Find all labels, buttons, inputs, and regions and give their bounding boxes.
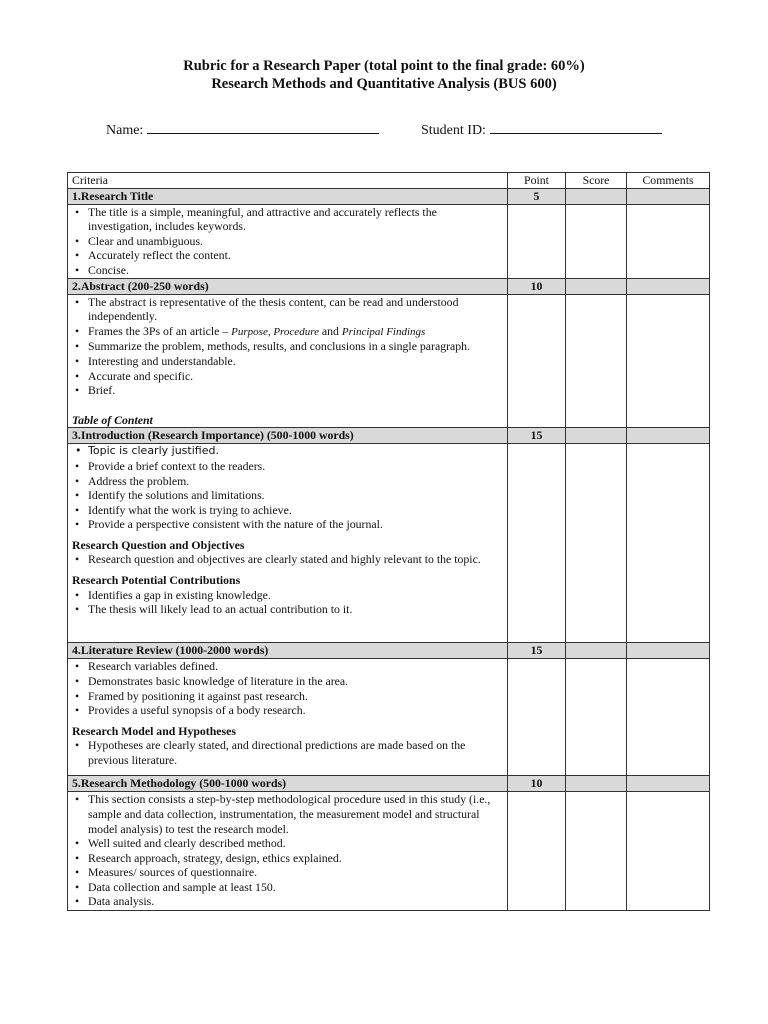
section-body-abstract [68,294,710,428]
comments-cell[interactable] [627,204,710,278]
section-row-research-methodology [68,776,710,792]
list-item: • The thesis will likely lead to an actual contribution to it. [72,602,503,617]
table-of-content-label: Table of Content [72,412,153,427]
section-title: 1.Research Title [68,188,508,204]
list-item: • Provide a perspective consistent with the nature of the journal. [72,517,503,532]
name-label: Name: [106,123,144,138]
list-item: • Clear and unambiguous. [72,234,503,249]
comments-cell[interactable] [627,188,710,204]
score-cell[interactable] [566,278,627,294]
comments-cell[interactable] [627,444,710,643]
list-item: • Research approach, strategy, design, ethics explained. [72,851,503,866]
section-point: 10 [508,278,566,294]
list-item: • Accurately reflect the content. [72,248,503,263]
comments-cell[interactable] [627,278,710,294]
subsection-title: Research Question and Objectives [72,537,245,552]
list-item: • Hypotheses are clearly stated, and directional predictions are made based on the previous literature. [72,738,503,767]
score-cell[interactable] [566,643,627,659]
list-item: • Accurate and specific. [72,369,503,384]
list-item: • Identify the solutions and limitations. [72,488,503,503]
list-item: • Data analysis. [72,894,503,909]
list-item: • Provide a brief context to the readers. [72,459,503,474]
list-item: • Framed by positioning it against past research. [72,689,503,704]
point-cell [508,294,566,428]
score-cell[interactable] [566,294,627,428]
comments-cell[interactable] [627,776,710,792]
purpose-text: Purpose, Procedure [231,325,319,338]
subsection-title: Research Model and Hypotheses [72,723,236,738]
section-row-abstract [68,278,710,294]
point-cell [508,204,566,278]
rubric-table [67,172,710,911]
list-item: • Demonstrates basic knowledge of literature in the area. [72,674,503,689]
point-cell [508,444,566,643]
list-item-text: Frames the 3Ps of an article – [88,323,229,338]
point-cell [508,792,566,911]
score-cell[interactable] [566,776,627,792]
score-cell[interactable] [566,659,627,776]
section-point: 5 [508,188,566,204]
list-item: • Provides a useful synopsis of a body research. [72,703,503,718]
list-item: • Concise. [72,263,503,278]
list-item: • The title is a simple, meaningful, and attractive and accurately reflects the investigation, includes keywords. [72,205,503,234]
list-item: • This section consists a step-by-step methodological procedure used in this study (i.e., sample and data collection, instrumentation, the measurement model and structural model analysis) to test the research model. [72,792,503,836]
section-point: 10 [508,776,566,792]
comments-header: Comments [627,173,710,189]
list-item: • Address the problem. [72,474,503,489]
student-id-blank-line[interactable] [490,121,662,134]
score-cell[interactable] [566,792,627,911]
section-body-literature-review [68,659,710,776]
name-blank-line[interactable] [147,121,379,134]
table-header-row [68,173,710,189]
section-body-research-methodology [68,792,710,911]
course-title: Research Methods and Quantitative Analysis (BUS 600) [211,76,557,92]
document-title: Rubric for a Research Paper (total point to the final grade: 60%) [183,58,585,74]
section-point: 15 [508,643,566,659]
comments-cell[interactable] [627,428,710,444]
list-item: • Data collection and sample at least 150. [72,880,503,895]
list-item: • Identifies a gap in existing knowledge. [72,588,503,603]
criteria-header: Criteria [68,173,508,189]
score-cell[interactable] [566,204,627,278]
list-item: • The abstract is representative of the thesis content, can be read and understood independently. [72,295,503,324]
list-item [72,324,503,340]
section-body-introduction [68,444,710,643]
point-cell [508,659,566,776]
score-cell[interactable] [566,428,627,444]
list-item: • Well suited and clearly described method. [72,836,503,851]
list-item: • Interesting and understandable. [72,354,503,369]
list-item: • Research variables defined. [72,659,503,674]
point-header: Point [508,173,566,189]
section-body-research-title [68,204,710,278]
list-item: • Identify what the work is trying to achieve. [72,503,503,518]
comments-cell[interactable] [627,643,710,659]
student-id-field[interactable] [421,121,662,139]
and-text: and [321,323,339,338]
section-title: 2.Abstract (200-250 words) [68,278,508,294]
subsection-title: Research Potential Contributions [72,573,241,588]
comments-cell[interactable] [627,792,710,911]
list-item: • Measures/ sources of questionnaire. [72,865,503,880]
section-title: 4.Literature Review (1000-2000 words) [68,643,508,659]
section-row-literature-review [68,643,710,659]
list-item: • Topic is clearly justified. [72,444,503,459]
section-point: 15 [508,428,566,444]
section-row-introduction [68,428,710,444]
name-field[interactable] [106,121,379,139]
findings-text: Principal Findings [341,325,426,338]
section-row-research-title [68,188,710,204]
list-item: • Research question and objectives are clearly stated and highly relevant to the topic. [72,552,503,567]
list-item: • Summarize the problem, methods, results, and conclusions in a single paragraph. [72,339,503,354]
section-title: 5.Research Methodology (500-1000 words) [68,776,508,792]
score-header: Score [566,173,627,189]
score-cell[interactable] [566,444,627,643]
list-item: • Brief. [72,383,503,398]
student-id-label: Student ID: [421,123,486,138]
comments-cell[interactable] [627,294,710,428]
comments-cell[interactable] [627,659,710,776]
section-title: 3.Introduction (Research Importance) (500-1000 words) [68,428,508,444]
score-cell[interactable] [566,188,627,204]
